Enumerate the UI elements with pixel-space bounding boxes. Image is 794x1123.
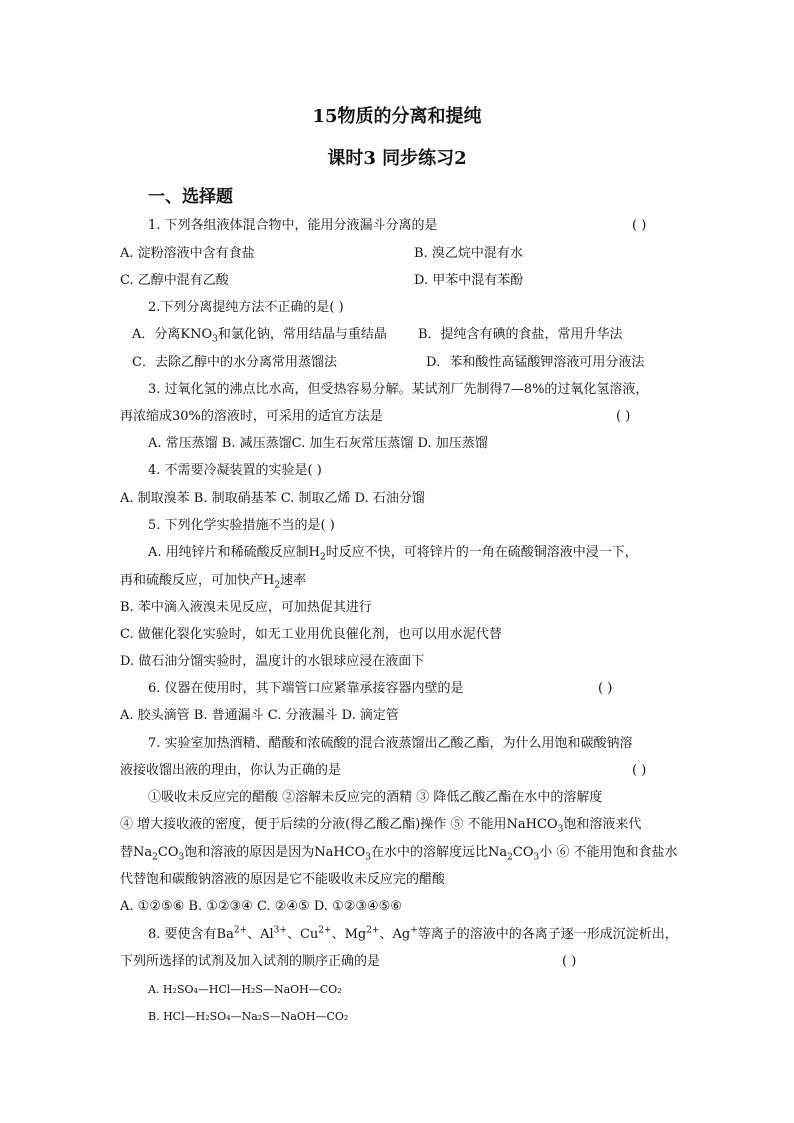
q5-option-b: B. 苯中滴入液溴未见反应，可加热促其进行 bbox=[120, 600, 372, 615]
q3-stem-line1: 3. 过氧化氢的沸点比水高，但受热容易分解。某试剂厂先制得7—8%的过氧化氢溶液， bbox=[148, 382, 649, 397]
q1-option-a: A. 淀粉溶液中含有食盐 bbox=[120, 246, 255, 261]
q1-option-d: D. 甲苯中混有苯酚 bbox=[414, 273, 524, 288]
q7-statements-line3: 替$Na_2CO_3$饱和溶液的原因是因为NaHCO$_3$在水中的溶解度远比$Na_2CO_3$小 ⑥ 不能用饱和食盐水 bbox=[120, 845, 678, 863]
q2-option-b: B．提纯含有碘的食盐，常用升华法 bbox=[418, 327, 623, 342]
q7-statements-line1: ①吸收未反应完的醋酸 ②溶解未反应完的酒精 ③ 降低乙酸乙酯在水中的溶解度 bbox=[148, 790, 603, 805]
q7-statements-line4: 代替饱和碳酸钠溶液的原因是它不能吸收未反应完的醋酸 bbox=[120, 872, 446, 887]
q4-stem: 4. 不需要冷凝装置的实验是( ) bbox=[148, 463, 322, 478]
q6-answer-blank: ( ) bbox=[598, 681, 613, 696]
q3-options: A. 常压蒸馏 B. 减压蒸馏C. 加生石灰常压蒸馏 D. 加压蒸馏 bbox=[148, 436, 488, 451]
q2-option-a: A．分离$KNO_3$和氯化钠，常用结晶与重结晶 bbox=[132, 327, 387, 345]
q8-stem-line2: 下列所选择的试剂及加入试剂的顺序正确的是 bbox=[120, 954, 381, 969]
q4-options: A. 制取溴苯 B. 制取硝基苯 C. 制取乙烯 D. 石油分馏 bbox=[120, 491, 425, 506]
q7-stem-line2: 液接收馏出液的理由，你认为正确的是 bbox=[120, 763, 342, 778]
q8-answer-blank: ( ) bbox=[562, 954, 577, 969]
q5-option-a-line1: A. 用纯锌片和稀硫酸反应制$H_2$时反应不快，可将锌片的一角在硫酸铜溶液中浸一下， bbox=[148, 545, 638, 563]
section-heading: 一、选择题 bbox=[148, 187, 233, 207]
q8-stem-line1: 8. 要使含有$Ba^{2+}$、$Al^{3+}$、$Cu^{2+}$、$Mg^{2+}$、Ag+等离子的溶液中的各离子逐一形成沉淀析出， bbox=[148, 925, 678, 942]
q6-options: A. 胶头滴管 B. 普通漏斗 C. 分液漏斗 D. 滴定管 bbox=[120, 708, 399, 723]
q8-option-b: B. HCl—H₂SO₄—Na₂S—NaOH—CO₂ bbox=[148, 1010, 349, 1023]
q7-stem-line1: 7. 实验室加热酒精、醋酸和浓硫酸的混合液蒸馏出乙酸乙酯，为什么用饱和碳酸钠溶 bbox=[148, 736, 633, 751]
q7-statements-line2: ④ 增大接收液的密度，便于后续的分液(得乙酸乙酯)操作 ⑤ 不能用NaHCO$_3$饱和溶液来代 bbox=[120, 817, 642, 835]
q3-answer-blank: ( ) bbox=[616, 409, 631, 424]
q5-option-d: D. 做石油分馏实验时，温度计的水银球应浸在液面下 bbox=[120, 654, 425, 669]
q2-option-d: D．苯和酸性高锰酸钾溶液可用分液法 bbox=[426, 355, 645, 370]
q1-answer-blank: ( ) bbox=[632, 218, 647, 233]
q1-option-b: B. 溴乙烷中混有水 bbox=[414, 246, 523, 261]
q5-stem: 5. 下列化学实验措施不当的是( ) bbox=[148, 518, 335, 533]
q1-option-c: C. 乙醇中混有乙酸 bbox=[120, 273, 229, 288]
q7-answer-blank: ( ) bbox=[632, 763, 647, 778]
q5-option-a-line2: 再和硫酸反应，可加快产$H_2$速率 bbox=[120, 573, 307, 591]
q2-option-c: C．去除乙醇中的水分离常用蒸馏法 bbox=[132, 355, 337, 370]
q5-option-c: C. 做催化裂化实验时，如无工业用优良催化剂，也可以用水泥代替 bbox=[120, 627, 502, 642]
q6-stem: 6. 仪器在使用时，其下端管口应紧靠承接容器内壁的是 bbox=[148, 681, 464, 696]
q8-option-a: A. H₂SO₄—HCl—H₂S—NaOH—CO₂ bbox=[148, 983, 342, 996]
q2-stem: 2.下列分离提纯方法不正确的是( ) bbox=[148, 300, 344, 315]
q1-stem: 1. 下列各组液体混合物中，能用分液漏斗分离的是 bbox=[148, 218, 438, 233]
document-title: 15物质的分离和提纯 bbox=[312, 106, 482, 127]
document-subtitle: 课时3 同步练习2 bbox=[327, 148, 467, 169]
q7-options: A. ①②⑤⑥ B. ①②③④ C. ②④⑤ D. ①②③④⑤⑥ bbox=[120, 899, 402, 914]
q3-stem-line2: 再浓缩成30%的溶液时，可采用的适宜方法是 bbox=[120, 409, 383, 424]
